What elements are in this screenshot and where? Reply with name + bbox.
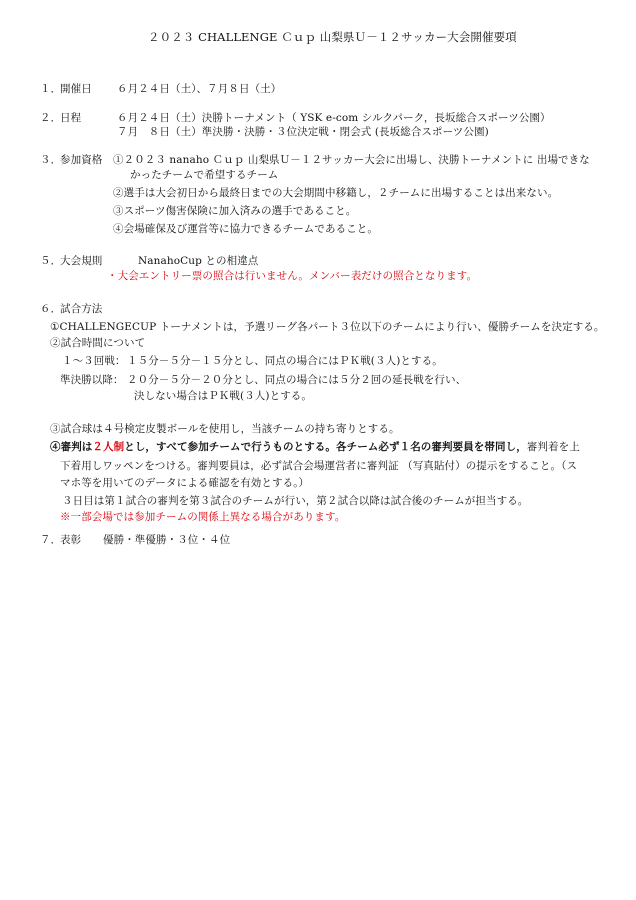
section-3-label: 参加資格: [60, 154, 103, 166]
page-title: ２０２３ CHALLENGE Ｃｕｐ 山梨県Ｕ－１２サッカー大会開催要項: [148, 30, 517, 44]
eligibility-item-3: ③スポーツ傷害保険に加入済みの選手であること。: [113, 205, 357, 217]
match-item-4-line-1: [50, 440, 580, 454]
rules-note: ・大会エントリー票の照合は行いません。メンバー表だけの照合となります。: [107, 270, 478, 282]
match-item-3: ③試合球は４号検定皮製ボールを使用し，当該チームの持ち寄りとする。: [50, 423, 400, 435]
round-text: １５分－５分－１５分とし、同点の場合にはＰＫ戦(３人)とする。: [127, 355, 443, 367]
section-1-number: １．: [40, 83, 62, 95]
referee-two-person: ２人制: [92, 441, 125, 453]
match-item-4-line-2: 下着用しワッペンをつける。審判要員は，必ず試合会場運営者に審判証 （写真貼付）の提示をすること。（ス: [60, 460, 578, 472]
section-7-label: 表彰: [60, 534, 82, 546]
referee-tail: 審判着を上: [526, 441, 580, 453]
eligibility-item-1b: かったチームで希望するチーム: [130, 169, 279, 181]
section-7-number: ７．: [40, 534, 62, 546]
section-1-value: ６月２４日（土）、７月８日（土）: [117, 83, 282, 95]
match-item-5: ３日目は第１試合の審判を第３試合のチームが行い，第２試合以降は試合後のチームが担当する。: [62, 495, 529, 507]
section-6-number: ６．: [40, 303, 62, 315]
referee-post: とし，すべて参加チームで行うものとする。各チーム必ず１名の審判要員を帯同し，: [124, 441, 527, 453]
rules-value: NanahoCup との相違点: [138, 255, 259, 267]
section-2-label: 日程: [60, 112, 82, 124]
section-6-label: 試合方法: [60, 303, 103, 315]
semi-text-2: 決しない場合はＰＫ戦(３人)とする。: [134, 390, 312, 402]
section-1-label: 開催日: [60, 83, 92, 95]
round-label: １～３回戦：: [62, 355, 126, 367]
match-note: ※一部会場では参加チームの関係上異なる場合があります。: [60, 511, 346, 523]
semi-text: ２０分－５分－２０分とし、同点の場合には５分２回の延長戦を行い、: [127, 374, 467, 386]
semi-label: 準決勝以降：: [60, 374, 124, 386]
referee-pre: ④審判は: [50, 441, 93, 453]
match-item-4-line-3: マホ等を用いてのデータによる確認を有効とする。）: [60, 477, 310, 489]
eligibility-item-4: ④会場確保及び運営等に協力できるチームであること。: [113, 223, 378, 235]
eligibility-item-2: ②選手は大会初日から最終日までの大会期間中移籍し，２チームに出場することは出来ない。: [113, 187, 559, 199]
awards-value: 優勝・準優勝・３位・４位: [103, 534, 231, 546]
schedule-line-2: ７月 ８日（土）準決勝・決勝・３位決定戦・閉会式 (長坂総合スポーツ公園): [117, 126, 489, 138]
schedule-line-1: ６月２４日（土）決勝トーナメント（ YSK e-com シルクパーク，長坂総合スポーツ公園）: [117, 112, 551, 124]
section-5-number: ５．: [40, 255, 62, 267]
match-item-1: ①CHALLENGECUP トーナメントは，予選リーグ各パート３位以下のチームにより行い、優勝チームを決定する。: [50, 321, 605, 333]
section-2-number: ２．: [40, 112, 62, 124]
eligibility-item-1a: ①２０２３ nanaho Ｃｕｐ 山梨県Ｕ－１２サッカー大会に出場し、決勝トーナメントに 出場できな: [113, 154, 590, 166]
section-3-number: ３．: [40, 154, 62, 166]
match-item-2: ②試合時間について: [50, 337, 146, 349]
section-5-label: 大会規則: [60, 255, 103, 267]
